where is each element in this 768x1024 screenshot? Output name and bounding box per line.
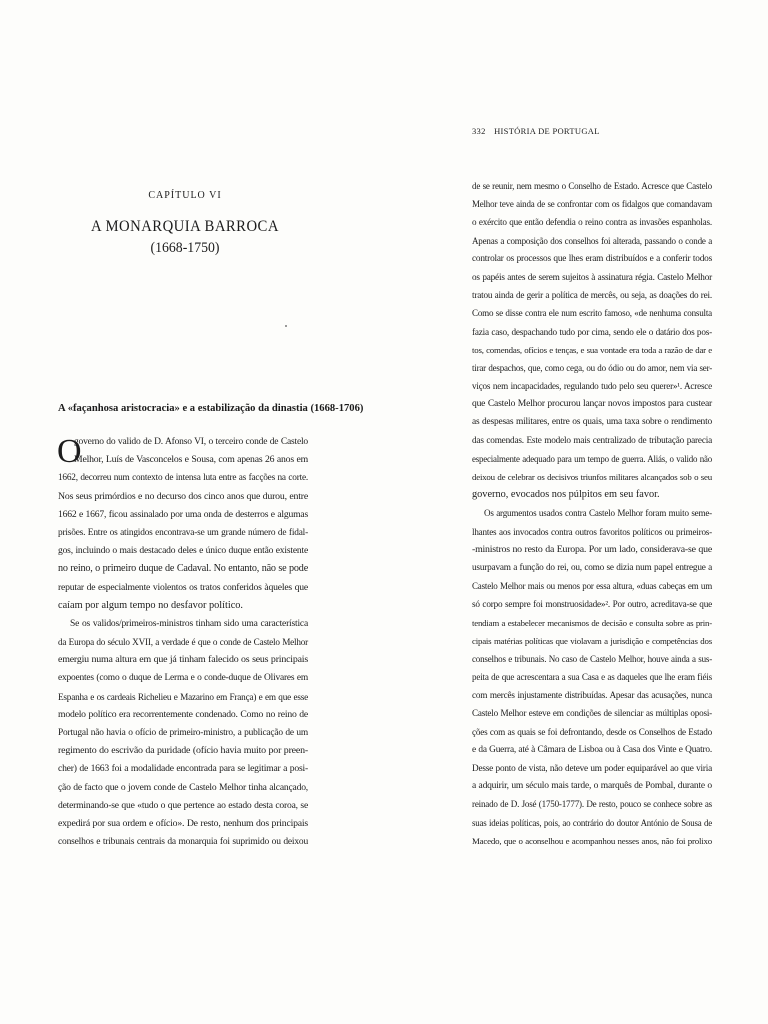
text-line: expoentes (como o duque de Lerma e o conde-duque de Olivares em bbox=[58, 673, 308, 684]
text-line: Melhor, Luís de Vasconcelos e Sousa, com apenas 26 anos em bbox=[74, 454, 308, 466]
text-line: no reino, o primeiro duque de Cadaval. No entanto, não se pode bbox=[58, 563, 308, 575]
paragraph bbox=[472, 177, 712, 504]
text-line: das comendas. Este modelo mais centralizado de tributação parecia bbox=[472, 435, 712, 446]
text-line: ção de facto que o jovem conde de Castelo Melhor tinha alcançado, bbox=[58, 781, 308, 793]
text-line: Castelo Melhor esteve em condições de silenciar as múltiplas oposi- bbox=[472, 708, 712, 719]
text-line: controlar os processos que lhes eram distribuídos e a conferir todos bbox=[472, 253, 712, 264]
text-line: Se os validos/primeiros-ministros tinham sido uma característica bbox=[70, 617, 308, 629]
right-body-text bbox=[472, 177, 712, 850]
dropcap: O bbox=[57, 433, 82, 470]
text-line: Apenas a composição dos conselhos foi alterada, passando o conde a bbox=[472, 235, 712, 246]
chapter-label: CAPÍTULO VI bbox=[148, 190, 222, 201]
text-line: Nos seus primórdios e no decurso dos cinco anos que durou, entre bbox=[58, 490, 308, 502]
running-header bbox=[472, 126, 600, 136]
text-line: Desse ponto de vista, não deteve um poder equiparável ao que viria bbox=[472, 763, 712, 773]
text-line: da Europa do século XVII, a verdade é que o conde de Castelo Melhor bbox=[58, 637, 308, 648]
text-line: conselhos e tribunais. No caso de Castelo Melhor, houve ainda a sus- bbox=[472, 653, 712, 664]
text-line: especialmente adequado para um tempo de guerra. Aliás, o valido não bbox=[472, 453, 712, 464]
text-line: o exército que então defendia o reino contra as invasões espanholas. bbox=[472, 217, 712, 228]
section-heading: A «façanhosa aristocracia» e a estabilização da dinastia (1668-1706) bbox=[58, 403, 364, 414]
text-line: só corpo sempre foi monstruosidade»². Por outro, acreditava-se que bbox=[472, 599, 712, 610]
chapter-years: (1668-1750) bbox=[150, 240, 220, 256]
text-line: lhantes aos invocados contra outros favoritos políticos ou primeiros- bbox=[472, 526, 712, 537]
paragraph bbox=[58, 433, 308, 615]
text-line: suas ideias políticas, pois, ao contrário do doutor António de Sousa de bbox=[472, 817, 712, 828]
paragraph bbox=[472, 504, 712, 850]
page-number: 332 bbox=[472, 126, 486, 136]
text-line: expedirá por sua ordem e ofício». De resto, nenhum dos principais bbox=[58, 817, 308, 829]
text-line: modelo político era recorrentemente condenado. Como no reino de bbox=[58, 708, 308, 720]
text-line: fazia caso, despachando tudo por cima, sendo ele o datário dos pos- bbox=[472, 326, 712, 337]
text-line: reinado de D. José (1750-1777). De resto, pouco se conhece sobre as bbox=[472, 799, 712, 810]
text-line: peita de que acrescentara a sua Casa e as daqueles que lhe eram fiéis bbox=[472, 672, 712, 683]
text-line: prisões. Entre os atingidos encontrava-se um grande número de fidal- bbox=[58, 527, 308, 538]
text-line: as despesas militares, entre os quais, uma taxa sobre o rendimento bbox=[472, 417, 712, 428]
text-line: governo do valido de D. Afonso VI, o terceiro conde de Castelo bbox=[74, 437, 308, 447]
text-line: reputar de especialmente violentos os tratos conferidos àqueles que bbox=[58, 581, 308, 593]
text-line: regimento do escrivão da puridade (ofício havia muito por preen- bbox=[58, 745, 308, 757]
text-line: -ministros no resto da Europa. Por um lado, considerava-se que bbox=[472, 543, 712, 555]
text-line: tirar despachos, que, como cega, ou do ódio ou do amor, nem via ser- bbox=[472, 362, 712, 373]
text-line: cipais matérias políticas que violavam a jurisdição e competências dos bbox=[472, 635, 712, 646]
text-line: os papéis antes de serem sujeitos à assinatura régia. Castelo Melhor bbox=[472, 271, 712, 282]
text-line: Espanha e os cardeais Richelieu e Mazarino em França) e em que esse bbox=[58, 691, 308, 702]
text-line: de se reunir, nem mesmo o Conselho de Estado. Acresce que Castelo bbox=[472, 181, 712, 191]
text-line: gos, incluindo o mais destacado deles e único duque então existente bbox=[58, 545, 308, 557]
text-line: 1662 e 1667, ficou assinalado por uma onda de desterros e algumas bbox=[58, 508, 308, 520]
text-line: deixou de celebrar os decisivos triunfos militares alcançados sob o seu bbox=[472, 472, 712, 482]
text-line: Melhor teve ainda de se confrontar com os fidalgos que comandavam bbox=[472, 199, 712, 210]
paragraph bbox=[58, 615, 308, 851]
text-line: tratou ainda de gerir a política de mercês, ou seja, as doações do rei. bbox=[472, 290, 712, 301]
text-line: tendiam a estabelecer mecanismos de decisão e consulta sobre as prin- bbox=[472, 617, 712, 628]
text-line: 1662, decorreu num contexto de intensa luta entre as facções na corte. bbox=[58, 473, 308, 484]
text-line: cher) de 1663 foi a modalidade encontrada para se legitimar a posi- bbox=[58, 763, 308, 775]
text-line: determinando-se que «tudo o que pertence ao estado desta coroa, se bbox=[58, 799, 308, 811]
text-line: caíam por algum tempo no desfavor político. bbox=[58, 599, 244, 611]
text-line: a adquirir, um século mais tarde, o marquês de Pombal, durante o bbox=[472, 781, 712, 792]
text-line: Macedo, que o aconselhou e acompanhou nesses anos, não foi prolixo bbox=[472, 835, 712, 846]
text-line: e da Guerra, até à Câmara de Lisboa ou à Casa dos Vinte e Quatro. bbox=[472, 744, 712, 755]
text-line: Castelo Melhor mais ou menos por essa altura, «duas cabeças em um bbox=[472, 581, 712, 592]
text-line: tos, comendas, ofícios e tenças, e sua vontade era toda a razão de dar e bbox=[472, 344, 712, 355]
text-line: com mercês injustamente distribuídas. Apesar das acusações, nunca bbox=[472, 690, 712, 701]
chapter-title: A MONARQUIA BARROCA bbox=[91, 218, 279, 235]
text-line: emergiu numa altura em que já tinham falecido os seus principais bbox=[58, 654, 308, 666]
print-mark bbox=[285, 325, 287, 327]
text-line: governo, evocados nos púlpitos em seu favor. bbox=[472, 489, 660, 501]
text-line: conselhos e tribunais centrais da monarquia foi suprimido ou deixou bbox=[58, 837, 308, 848]
text-line: usurpavam a função do rei, ou, como se dizia num papel entregue a bbox=[472, 562, 712, 573]
text-line: Os argumentos usados contra Castelo Melhor foram muito seme- bbox=[484, 508, 712, 519]
left-body-text bbox=[58, 433, 308, 851]
text-line: ções com as quais se foi defrontando, desde os Conselhos de Estado bbox=[472, 726, 712, 737]
running-title: HISTÓRIA DE PORTUGAL bbox=[494, 126, 600, 136]
text-line: que Castelo Melhor procurou lançar novos impostos para custear bbox=[472, 398, 712, 410]
text-line: viços nem incapacidades, regulando tudo pelo seu querer»¹. Acresce bbox=[472, 381, 712, 392]
text-line: Portugal não havia o ofício de primeiro-ministro, a publicação de um bbox=[58, 728, 308, 738]
text-line: Como se disse contra ele num escrito famoso, «de nenhuma consulta bbox=[472, 308, 712, 319]
